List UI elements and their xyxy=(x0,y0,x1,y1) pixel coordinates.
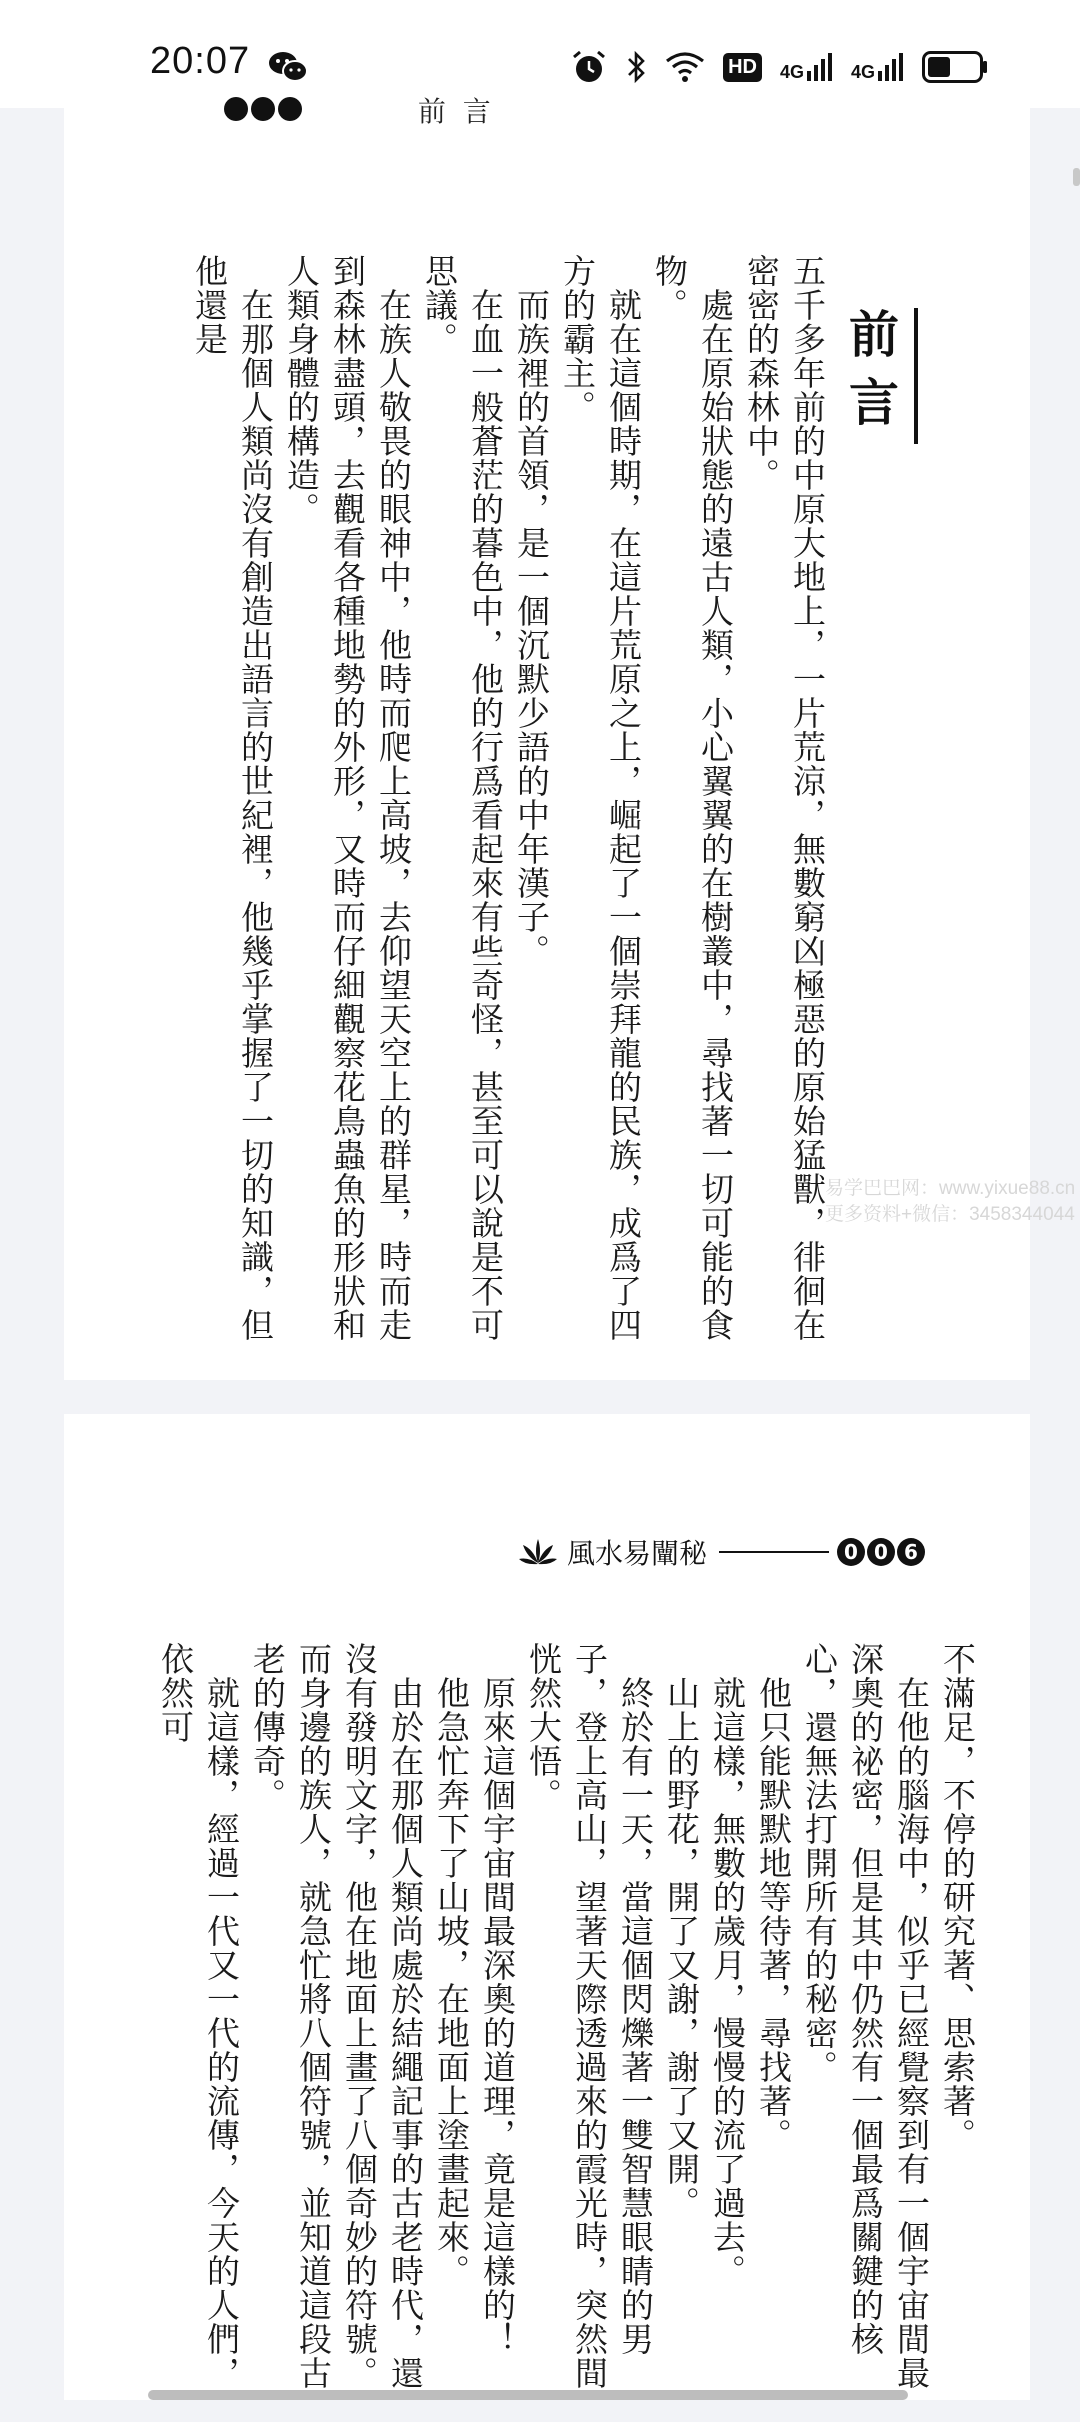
signal-4g-icon xyxy=(780,53,833,81)
page-digit: 6 xyxy=(897,1538,925,1566)
signal-4g-icon xyxy=(851,53,904,81)
watermark-line: 易学巴巴网：www.yixue88.cn xyxy=(825,1178,1076,1199)
lotus-logo-icon xyxy=(519,1537,557,1567)
page-body-text: 五千多年前的中原大地上，一片荒涼，無數窮凶極惡的原始猛獸，徘徊在密密的森林中。 處在原始狀態的遠古人類，小心翼翼的在樹叢中，尋找著一切可能的食物。 就在這個時期，在這片荒原之上，崛起了一個崇拜龍的民族，成爲了四方的霸主。 而族裡的首領，是一個沉默少語的中年漢子。 在血一般蒼茫的暮色中，他的行爲看起來有些奇怪，甚至可以說是不可思議。 在族人敬畏的眼神中，他時而爬上高坡，去仰望天空上的群星，時而走到森林盡頭，去觀看各種地勢的外形，又時而仔細觀察花鳥蟲魚的形狀和人類身體的構造。 在那個人類尚沒有創造出語言的世紀裡，他幾乎掌握了一切的知識，但他還是 xyxy=(190,254,827,1342)
network-label: 4G xyxy=(850,62,875,82)
header-rule xyxy=(719,1551,829,1553)
alarm-icon xyxy=(571,49,607,85)
hd-icon: HD xyxy=(723,53,762,82)
page-number xyxy=(837,1538,925,1566)
watermark-line: 更多资料+微信：3458344044 xyxy=(825,1204,1075,1225)
status-icons xyxy=(571,44,988,90)
status-bar xyxy=(0,0,1080,108)
status-time: 20:07 xyxy=(150,40,251,82)
page-digit: 0 xyxy=(867,1538,895,1566)
wifi-icon xyxy=(665,51,705,83)
wechat-icon xyxy=(268,50,308,84)
vertical-scrollbar[interactable] xyxy=(1073,168,1080,186)
document-page-2 xyxy=(64,1414,1030,2400)
watermark xyxy=(825,1176,1075,1228)
page-running-header xyxy=(519,1532,925,1572)
book-title: 風水易闡秘 xyxy=(567,1537,708,1570)
battery-icon xyxy=(922,51,988,83)
bluetooth-icon xyxy=(625,49,647,85)
page-body-text: 不滿足，不停的研究著、思索著。 在他的腦海中，似乎已經覺察到有一個宇宙間最深奧的祕密，但是其中仍然有一個最爲關鍵的核心，還無法打開所有的秘密。 他只能默默地等待著，尋找著。 就這樣，無數的歲月，慢慢的流了過去。 山上的野花，開了又謝，謝了又開。 終於有一天，當這個閃爍著一雙智慧眼睛的男子，登上高山，望著天際透過來的霞光時，突然間恍然大悟。 原來這個宇宙間最深奧的道理，竟是這樣的！ 他急忙奔下了山坡，在地面上塗畫起來。 由於在那個人類尚處於結繩記事的古老時代，還沒有發明文字，他在地面上畫了八個奇妙的符號。而身邊的族人，就急忙將八個符號，並知道這段古老的傳奇。 就這樣，經過一代又一代的流傳，今天的人們，依然可 xyxy=(156,1642,977,2390)
page-digit: 0 xyxy=(837,1538,865,1566)
page-header-partial: 前 言 xyxy=(224,90,495,130)
horizontal-scrollbar[interactable] xyxy=(148,2390,908,2400)
network-label: 4G xyxy=(779,62,804,82)
chapter-title: 前言 xyxy=(834,308,918,444)
